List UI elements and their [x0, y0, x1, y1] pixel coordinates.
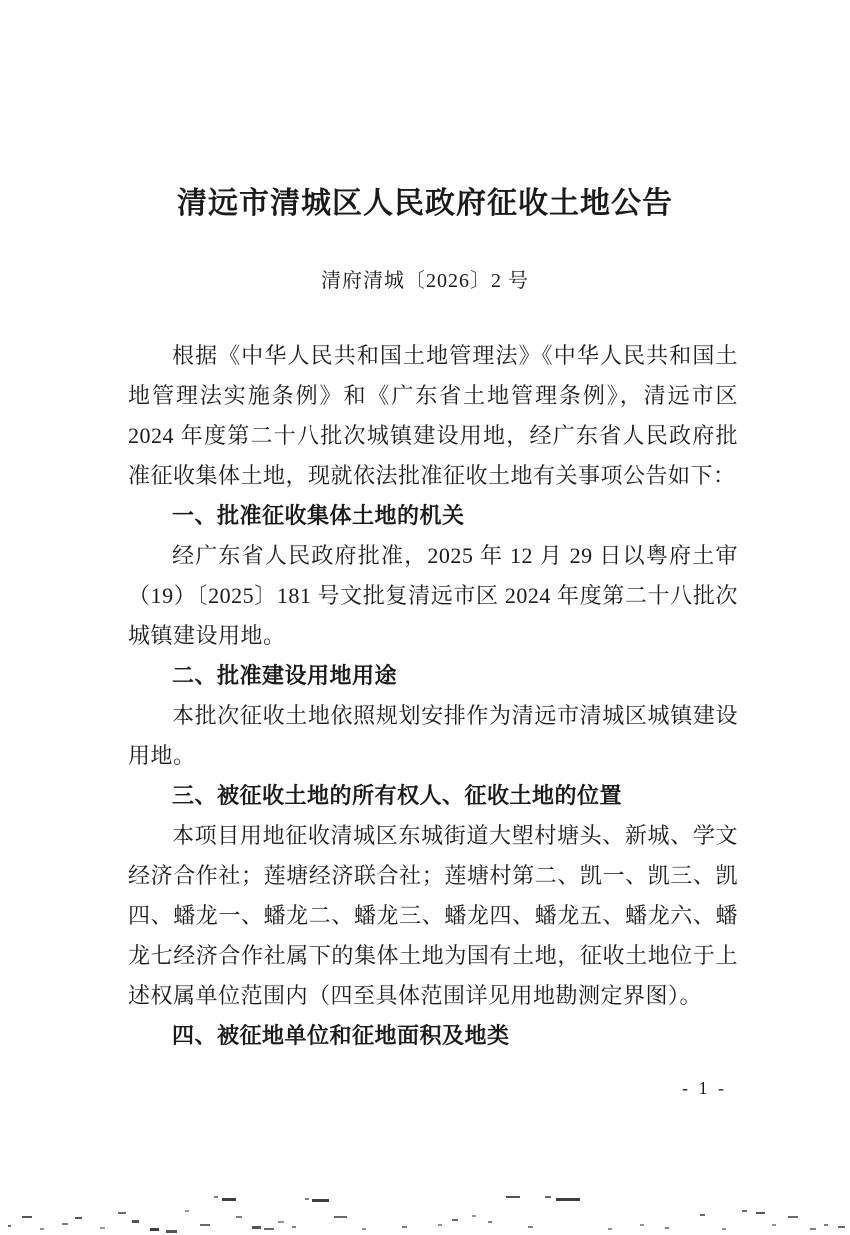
page-number: - 1 -	[682, 1078, 727, 1098]
document-body	[128, 336, 738, 1056]
scan-noise-artifacts	[0, 1190, 850, 1235]
section-heading-2: 二、批准建设用地用途	[172, 663, 398, 688]
section-heading-4: 四、被征地单位和征地面积及地类	[172, 1023, 510, 1048]
paragraph-intro: 根据《中华人民共和国土地管理法》《中华人民共和国土地管理法实施条例》和《广东省土地管理条例》，清远市区 2024 年度第二十八批次城镇建设用地，经广东省人民政府批准征收集体土地，现就依法批准征收土地有关事项公告如下：	[128, 343, 738, 488]
document-title: 清远市清城区人民政府征收土地公告	[177, 187, 673, 220]
document-number: 清府清城〔2026〕2 号	[321, 270, 529, 292]
paragraph-section-1: 经广东省人民政府批准，2025 年 12 月 29 日以粤府土审（19）〔2025〕181 号文批复清远市区 2024 年度第二十八批次城镇建设用地。	[128, 543, 738, 648]
paragraph-section-3: 本项目用地征收清城区东城街道大塱村塘头、新城、学文经济合作社；莲塘经济联合社；莲塘村第二、凯一、凯三、凯四、蟠龙一、蟠龙二、蟠龙三、蟠龙四、蟠龙五、蟠龙六、蟠龙七经济合作社属下的集体土地为国有土地，征收土地位于上述权属单位范围内（四至具体范围详见用地勘测定界图）。	[128, 823, 738, 1008]
paragraph-section-2: 本批次征收土地依照规划安排作为清远市清城区城镇建设用地。	[128, 703, 738, 768]
section-heading-1: 一、批准征收集体土地的机关	[172, 503, 465, 528]
section-heading-3: 三、被征收土地的所有权人、征收土地的位置	[172, 783, 623, 808]
